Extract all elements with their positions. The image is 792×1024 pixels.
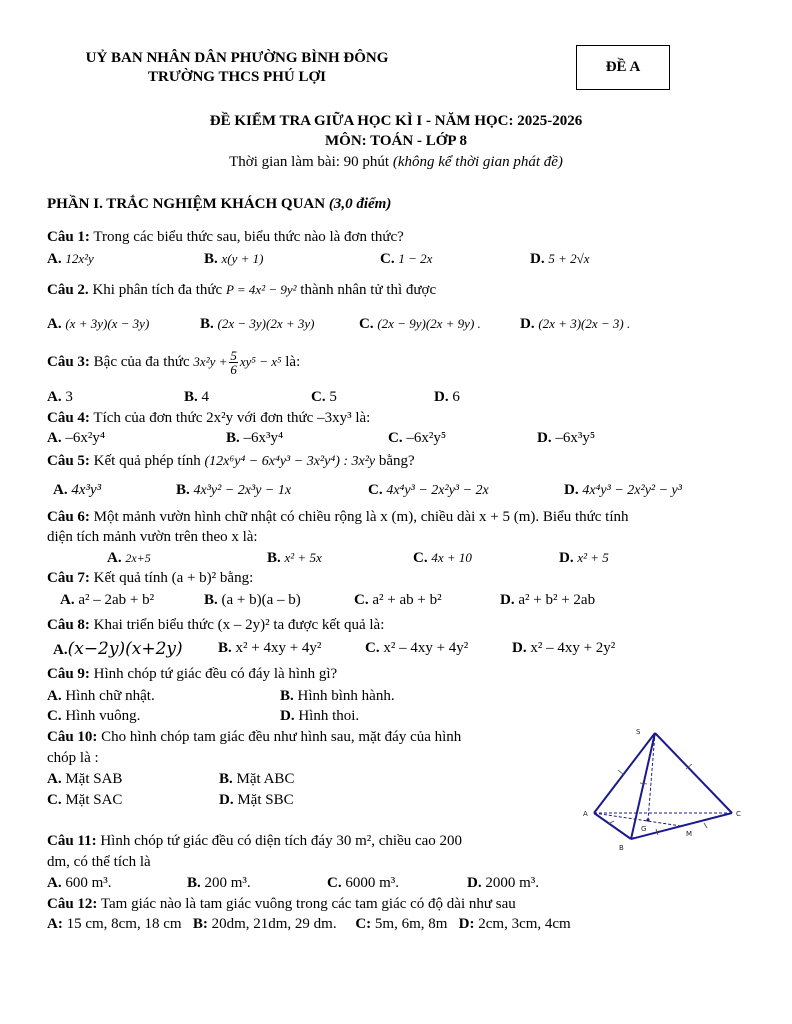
- option-letter: D.: [564, 482, 579, 498]
- option-letter: A.: [107, 550, 122, 566]
- q10-a-value: Mặt SAB: [65, 771, 123, 787]
- q6-line1: Một mảnh vườn hình chữ nhật có chiều rộng là x (m), chiều dài x + 5 (m). Biểu thức tính: [93, 509, 629, 525]
- edge-AB: [594, 813, 631, 839]
- q5-a-value: 4x³y³: [71, 482, 102, 498]
- option-letter: B.: [184, 389, 198, 405]
- q7-a-value: a² – 2ab + b²: [78, 592, 155, 608]
- q11-line2: dm, có thể tích là: [47, 854, 151, 870]
- option-letter: D.: [467, 875, 482, 891]
- q4-option-b: [226, 430, 283, 447]
- q3-stem: [47, 349, 300, 376]
- q1-option-c: [380, 251, 432, 268]
- centroid-point: [646, 818, 649, 821]
- q6-option-a: [107, 550, 151, 567]
- part1-title: [47, 196, 391, 213]
- q9-a-value: Hình chữ nhật.: [65, 688, 155, 704]
- q12-c-value: 5m, 6m, 8m: [374, 916, 448, 932]
- q5-expr: (12x⁶y⁴ − 6x⁴y³ − 3x²y⁴) : 3x²y: [204, 454, 376, 469]
- q8-stem: [47, 617, 384, 634]
- header-authority: UỶ BAN NHÂN DÂN PHƯỜNG BÌNH ĐÔNG: [85, 50, 389, 66]
- point-G-label: G: [641, 825, 647, 833]
- q7-d-value: a² + b² + 2ab: [518, 592, 596, 608]
- option-letter: C.: [380, 251, 395, 267]
- option-letter: C.: [413, 550, 428, 566]
- header-school: TRƯỜNG THCS PHÚ LỢI: [148, 69, 326, 85]
- option-letter: A.: [47, 875, 62, 891]
- exam-title: ĐỀ KIỂM TRA GIỮA HỌC KÌ I - NĂM HỌC: 2025-2026: [209, 113, 583, 129]
- q3-c-value: 5: [329, 389, 337, 405]
- q7-stem: [47, 570, 253, 587]
- option-letter: B.: [204, 592, 218, 608]
- pyramid-figure: [578, 725, 746, 853]
- option-letter: C.: [47, 708, 62, 724]
- option-letter: C.: [327, 875, 342, 891]
- q5-label: Câu 5:: [47, 453, 90, 469]
- q11-a-value: 600 m³.: [65, 875, 112, 891]
- q1-option-a: [47, 251, 94, 268]
- q1-text: Trong các biểu thức sau, biểu thức nào là đơn thức?: [93, 229, 404, 245]
- q11-option-a: [47, 875, 112, 892]
- option-letter: A.: [47, 688, 62, 704]
- option-letter: C.: [388, 430, 403, 446]
- q5-option-a: [53, 482, 101, 499]
- exam-subject: MÔN: TOÁN - LỚP 8: [325, 133, 467, 149]
- option-letter: B.: [226, 430, 240, 446]
- q7-option-b: [204, 592, 301, 609]
- q12-b-value: 20dm, 21dm, 29 dm.: [211, 916, 337, 932]
- q4-a-value: –6x²y⁴: [65, 430, 106, 446]
- q5-text-after: bằng?: [378, 453, 415, 469]
- q3-option-d: [434, 389, 460, 406]
- q8-c-value: x² – 4xy + 4y²: [383, 640, 469, 656]
- q1-label: Câu 1:: [47, 229, 90, 245]
- option-letter: D.: [537, 430, 552, 446]
- q6-label: Câu 6:: [47, 509, 90, 525]
- q8-option-a: [53, 640, 183, 660]
- q3-expr-b: xy⁵ − x⁵: [239, 353, 282, 369]
- q4-text: Tích của đơn thức 2x²y với đơn thức –3xy³ là:: [93, 410, 371, 426]
- option-letter: C.: [354, 592, 369, 608]
- q11-option-b: [187, 875, 251, 892]
- option-letter: D.: [219, 792, 234, 808]
- q2-b-value: (2x − 3y)(2x + 3y): [217, 316, 315, 331]
- option-letter: B.: [280, 688, 294, 704]
- time-text: Thời gian làm bài: 90 phút: [229, 154, 390, 170]
- q6-option-d: [559, 550, 609, 567]
- q8-option-c: [365, 640, 468, 657]
- option-letter: B.: [267, 550, 281, 566]
- q2-label: Câu 2.: [47, 282, 89, 298]
- q8-a-value: (x−2y)(x+2y): [67, 639, 183, 659]
- option-letter: B.: [218, 640, 232, 656]
- q2-c-value: (2x − 9y)(2x + 9y) .: [377, 316, 481, 331]
- q10-option-d: [219, 792, 294, 809]
- q7-text: Kết quả tính (a + b)² bằng:: [93, 570, 254, 586]
- q11-d-value: 2000 m³.: [485, 875, 540, 891]
- option-letter: C.: [47, 792, 62, 808]
- q11-stem-line2: [47, 854, 151, 871]
- q6-d-value: x² + 5: [577, 550, 609, 565]
- q9-c-value: Hình vuông.: [65, 708, 141, 724]
- q3-option-b: [184, 389, 209, 406]
- option-letter: D.: [559, 550, 574, 566]
- exam-code-box: [576, 45, 670, 90]
- q5-option-b: [176, 482, 291, 499]
- q3-frac-num: 5: [230, 348, 237, 363]
- option-letter: C.: [365, 640, 380, 656]
- q2-stem: [47, 282, 436, 299]
- q8-d-value: x² – 4xy + 2y²: [530, 640, 616, 656]
- q10-stem-line2: [47, 750, 99, 767]
- option-letter: A.: [53, 482, 68, 498]
- q4-option-c: [388, 430, 446, 447]
- edge-SC: [655, 733, 732, 813]
- q6-b-value: x² + 5x: [284, 550, 322, 565]
- option-letter: C.: [311, 389, 326, 405]
- q1-stem: [47, 229, 404, 246]
- q2-a-value: (x + 3y)(x − 3y): [65, 316, 150, 331]
- vertex-S-label: S: [636, 728, 641, 736]
- q3-a-value: 3: [65, 389, 73, 405]
- q2-option-b: [200, 316, 314, 333]
- q4-stem: [47, 410, 370, 427]
- q12-a-value: 15 cm, 8cm, 18 cm: [66, 916, 182, 932]
- q10-stem-line1: [47, 729, 461, 746]
- option-letter: B.: [200, 316, 214, 332]
- q10-c-value: Mặt SAC: [65, 792, 123, 808]
- exam-code: ĐỀ A: [605, 59, 641, 75]
- option-letter: B.: [204, 251, 218, 267]
- option-letter: D.: [520, 316, 535, 332]
- q10-option-a: [47, 771, 122, 788]
- q1-option-b: [204, 251, 264, 268]
- q2-option-d: [520, 316, 630, 333]
- option-letter: A.: [60, 592, 75, 608]
- q6-option-c: [413, 550, 472, 567]
- q1-d-value: 5 + 2√x: [548, 251, 590, 266]
- option-letter: D:: [458, 916, 475, 932]
- q12-text: Tam giác nào là tam giác vuông trong các tam giác có độ dài như sau: [100, 896, 516, 912]
- q5-text-before: Kết quả phép tính: [93, 453, 201, 469]
- q9-text: Hình chóp tứ giác đều có đáy là hình gì?: [93, 666, 338, 682]
- q3-option-c: [311, 389, 337, 406]
- q12-label: Câu 12:: [47, 896, 98, 912]
- part1-title-text: PHẦN I. TRẮC NGHIỆM KHÁCH QUAN: [47, 196, 326, 212]
- option-letter: C.: [368, 482, 383, 498]
- option-letter: C.: [359, 316, 374, 332]
- q4-d-value: –6x³y⁵: [555, 430, 596, 446]
- option-letter: A.: [47, 430, 62, 446]
- q6-c-value: 4x + 10: [431, 550, 472, 565]
- q11-b-value: 200 m³.: [204, 875, 251, 891]
- q5-stem: [47, 453, 415, 470]
- q3-label: Câu 3:: [47, 353, 90, 370]
- option-letter: D.: [530, 251, 545, 267]
- q3-b-value: 4: [201, 389, 210, 405]
- q1-a-value: 12x²y: [65, 251, 94, 266]
- q7-option-c: [354, 592, 442, 609]
- point-M-label: M: [686, 830, 693, 838]
- option-letter: C:: [355, 916, 372, 932]
- q6-line2: diện tích mảnh vườn trên theo x là:: [47, 529, 258, 545]
- q8-label: Câu 8:: [47, 617, 90, 633]
- q4-c-value: –6x²y⁵: [406, 430, 447, 446]
- q3-frac-den: 6: [230, 362, 237, 377]
- q7-option-a: [60, 592, 154, 609]
- q8-b-value: x² + 4xy + 4y²: [235, 640, 322, 656]
- q11-line1: Hình chóp tứ giác đều có diện tích đáy 30 m², chiều cao 200: [100, 833, 463, 849]
- q4-label: Câu 4:: [47, 410, 90, 426]
- q9-option-c: [47, 708, 140, 725]
- option-letter: D.: [434, 389, 449, 405]
- option-letter: A.: [47, 771, 62, 787]
- option-letter: B.: [187, 875, 201, 891]
- exam-time: [0, 154, 792, 171]
- q5-c-value: 4x⁴y³ − 2x²y³ − 2x: [386, 483, 489, 498]
- q7-label: Câu 7:: [47, 570, 90, 586]
- option-letter: D.: [500, 592, 515, 608]
- q11-c-value: 6000 m³.: [345, 875, 400, 891]
- q2-d-value: (2x + 3)(2x − 3) .: [538, 316, 631, 331]
- vertex-A-label: A: [583, 810, 588, 818]
- q5-option-d: [564, 482, 682, 499]
- q2-option-a: [47, 316, 149, 333]
- vertex-B-label: B: [619, 844, 624, 852]
- option-letter: A.: [53, 642, 68, 658]
- q10-option-b: [219, 771, 294, 788]
- q6-stem-line2: [47, 529, 258, 546]
- option-letter: A.: [47, 251, 62, 267]
- q12-options: [47, 916, 571, 933]
- q6-stem-line1: [47, 509, 629, 526]
- q3-d-value: 6: [452, 389, 460, 405]
- q4-option-a: [47, 430, 105, 447]
- q3-expr-a: 3x²y +: [193, 353, 228, 369]
- option-letter: A:: [47, 916, 63, 932]
- q3-text-before: Bậc của đa thức: [93, 353, 190, 370]
- q5-b-value: 4x³y² − 2x³y − 1x: [193, 483, 292, 498]
- q9-stem: [47, 666, 337, 683]
- q6-a-value: 2x+5: [125, 551, 151, 565]
- part1-points: (3,0 điểm): [328, 196, 392, 212]
- q1-option-d: [530, 251, 590, 268]
- q8-option-b: [218, 640, 321, 657]
- q3-fraction: [229, 349, 238, 376]
- q9-option-a: [47, 688, 155, 705]
- q2-expr: P = 4x² − 9y²: [225, 282, 297, 297]
- q10-line1: Cho hình chóp tam giác đều như hình sau, mặt đáy của hình: [101, 729, 462, 745]
- option-letter: A.: [47, 316, 62, 332]
- q9-b-value: Hình bình hành.: [297, 688, 395, 704]
- q8-option-d: [512, 640, 615, 657]
- option-letter: D.: [512, 640, 527, 656]
- time-note: (không kể thời gian phát đề): [392, 154, 563, 170]
- q10-b-value: Mặt ABC: [236, 771, 295, 787]
- q6-option-b: [267, 550, 322, 567]
- option-letter: B.: [176, 482, 190, 498]
- q10-d-value: Mặt SBC: [237, 792, 294, 808]
- option-letter: D.: [280, 708, 295, 724]
- q11-label: Câu 11:: [47, 833, 97, 849]
- q11-option-c: [327, 875, 399, 892]
- q5-d-value: 4x⁴y³ − 2x²y² − y³: [582, 483, 682, 498]
- q2-option-c: [359, 316, 481, 333]
- q7-b-value: (a + b)(a – b): [221, 592, 301, 608]
- vertex-C-label: C: [736, 810, 741, 818]
- option-letter: B.: [219, 771, 233, 787]
- q9-option-b: [280, 688, 395, 705]
- q1-c-value: 1 − 2x: [398, 251, 433, 266]
- q2-text-before: Khi phân tích đa thức: [92, 282, 223, 298]
- q3-text-after: là:: [285, 353, 301, 370]
- q9-d-value: Hình thoi.: [298, 708, 360, 724]
- q8-text: Khai triển biểu thức (x – 2y)² ta được kết quả là:: [93, 617, 385, 633]
- q5-option-c: [368, 482, 489, 499]
- option-letter: A.: [47, 389, 62, 405]
- q4-option-d: [537, 430, 595, 447]
- q11-stem-line1: [47, 833, 462, 850]
- q9-label: Câu 9:: [47, 666, 90, 682]
- q12-stem: [47, 896, 516, 913]
- q10-option-c: [47, 792, 122, 809]
- q10-line2: chóp là :: [47, 750, 99, 766]
- q7-option-d: [500, 592, 595, 609]
- q12-d-value: 2cm, 3cm, 4cm: [478, 916, 571, 932]
- q3-option-a: [47, 389, 73, 406]
- median-AM: [594, 813, 681, 826]
- q4-b-value: –6x³y⁴: [243, 430, 284, 446]
- option-letter: B:: [192, 916, 208, 932]
- q2-text-after: thành nhân tử thì được: [300, 282, 437, 298]
- q9-option-d: [280, 708, 359, 725]
- q1-b-value: x(y + 1): [221, 251, 264, 266]
- q11-option-d: [467, 875, 539, 892]
- q10-label: Câu 10:: [47, 729, 98, 745]
- q7-c-value: a² + ab + b²: [372, 592, 442, 608]
